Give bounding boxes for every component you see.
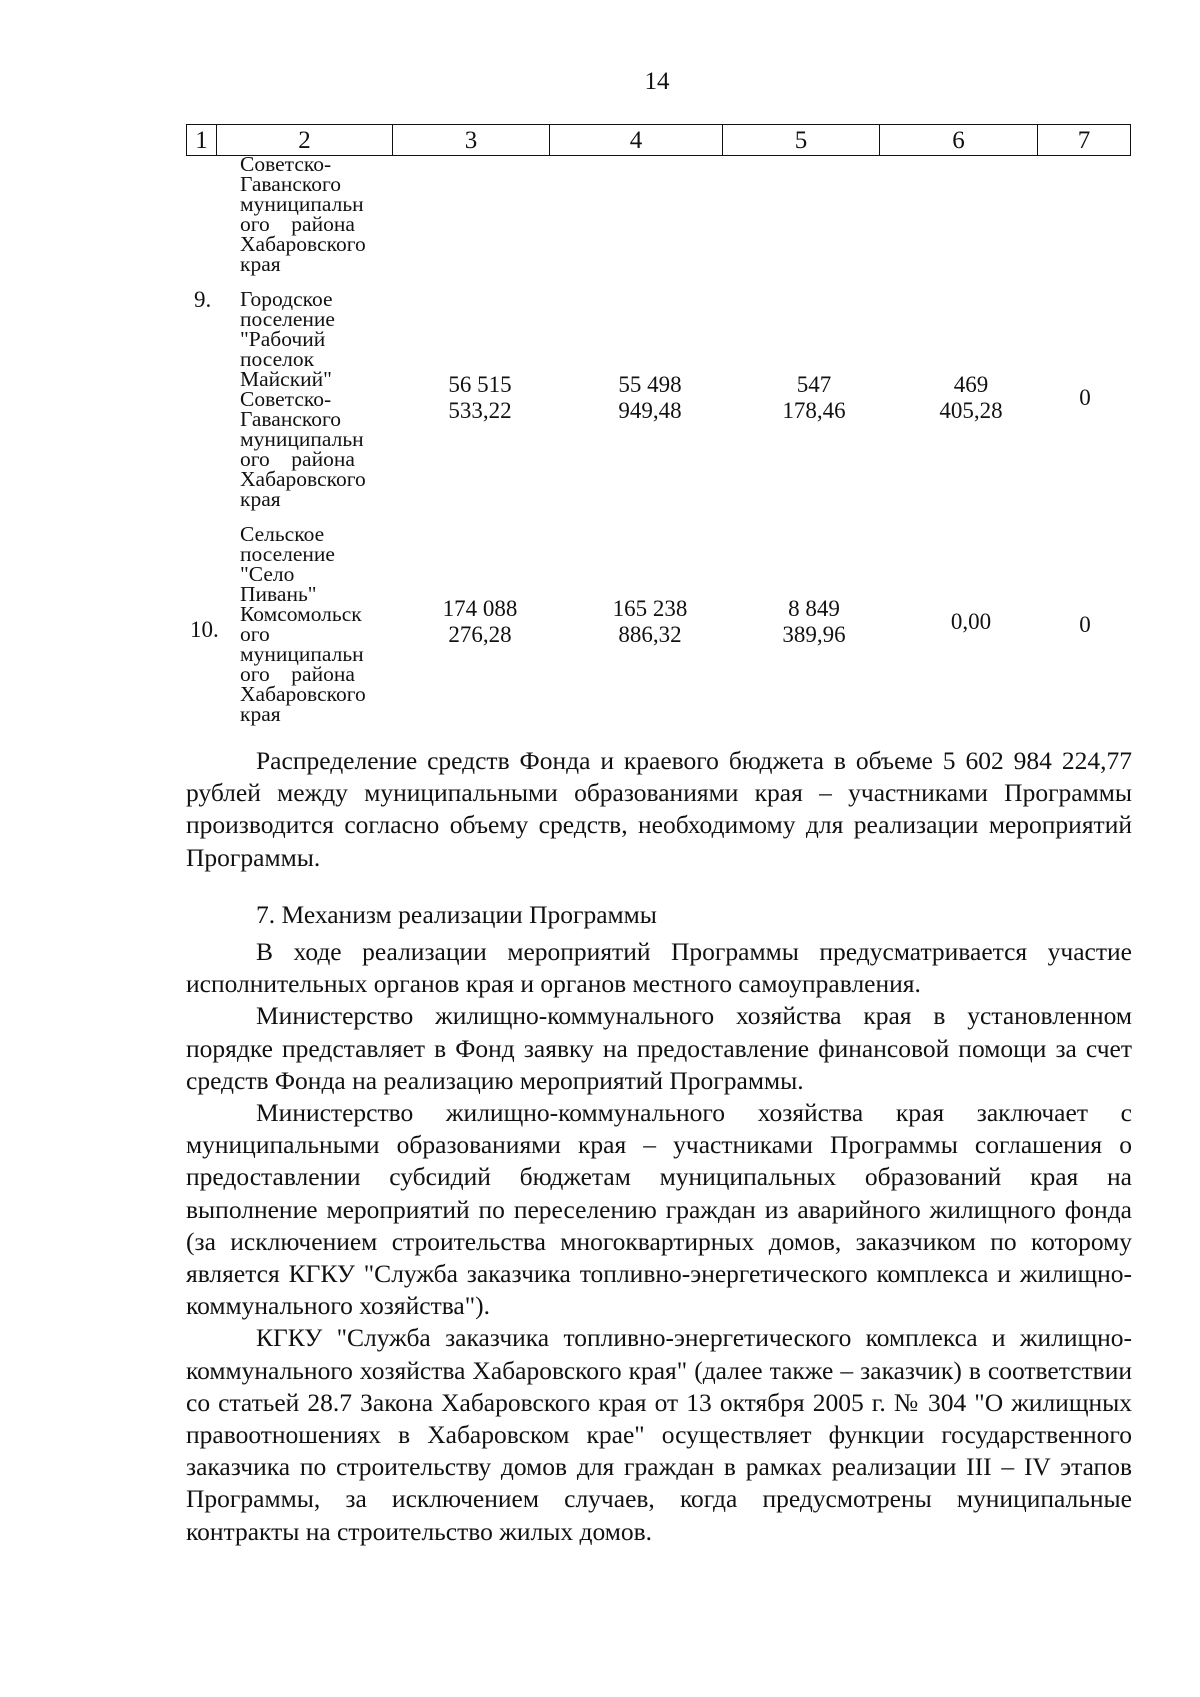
row-value-col6: 0,00	[950, 609, 992, 634]
row-value-col7: 0	[1079, 612, 1091, 637]
body-paragraph: Министерство жилищно-коммунального хозяйства края заключает с муниципальными образованиями края – участниками Программы соглашения о предоставлении субсидий бюджетам муниципальных образований края на выполнение мероприятий по переселению граждан из аварийного жилищного фонда (за исключением строительства многоквартирных домов, заказчиком по которому является КГКУ "Служба заказчика топливно-энергетического комплекса и жилищно-коммунального хозяйства").	[186, 1098, 1132, 1321]
row-value-col5: 547 178,46	[782, 372, 846, 423]
body-paragraph: В ходе реализации мероприятий Программы предусматривается участие исполнительных органов края и органов местного самоуправления.	[186, 937, 1132, 999]
row-number: 10.	[190, 617, 219, 642]
section-body	[186, 936, 1132, 1548]
col-header-7: 7	[1038, 125, 1131, 156]
col-header-4: 4	[550, 125, 723, 156]
row-value-col4: 55 498 949,48	[618, 372, 682, 423]
page-number: 14	[644, 68, 670, 95]
row-value-col7: 0	[1079, 385, 1091, 410]
row-value-col3: 56 515 533,22	[448, 372, 512, 423]
col-header-5: 5	[723, 125, 880, 156]
row-value-col4: 165 238 886,32	[612, 596, 688, 647]
col-header-1: 1	[187, 125, 217, 156]
row-value-col5: 8 849 389,96	[782, 596, 846, 647]
col-header-3: 3	[393, 125, 550, 156]
row-municipality-name: Городское поселение "Рабочий поселок Майский" Советско- Гаванского муниципальн ого района Хабаровского края	[240, 287, 366, 511]
table-header-row	[187, 125, 1131, 156]
row-value-col3: 174 088 276,28	[442, 596, 518, 647]
col-header-2: 2	[217, 125, 393, 156]
distribution-paragraph: Распределение средств Фонда и краевого бюджета в объеме 5 602 984 224,77 рублей между муниципальными образованиями края – участниками Программы производится согласно объему средств, необходимому для реализации мероприятий Программы.	[186, 746, 1132, 872]
body-paragraph: Министерство жилищно-коммунального хозяйства края в установленном порядке представляет в Фонд заявку на предоставление финансовой помощи за счет средств Фонда на реализацию мероприятий Программы.	[186, 1001, 1132, 1095]
body-paragraph: КГКУ "Служба заказчика топливно-энергетического комплекса и жилищно-коммунального хозяйства Хабаровского края" (далее также – заказчик) в соответствии со статьей 28.7 Закона Хабаровского края от 13 октября 2005 г. № 304 "О жилищных правоотношениях в Хабаровском крае" осуществляет функции государственного заказчика по строительству домов для граждан в рамках реализации III – IV этапов Программы, за исключением случаев, когда предусмотрены муниципальные контракты на строительство жилых домов.	[186, 1323, 1132, 1546]
row-number: 9.	[194, 287, 212, 312]
row-municipality-name: Сельское поселение "Село Пивань" Комсомольск ого муниципальн ого района Хабаровского края	[240, 522, 366, 726]
section-heading: 7. Механизм реализации Программы	[256, 900, 657, 929]
table-continuation-text: Советско- Гаванского муниципальн ого района Хабаровского края	[240, 152, 366, 276]
distribution-paragraph-block	[186, 745, 1132, 874]
col-header-6: 6	[880, 125, 1038, 156]
row-value-col6: 469 405,28	[939, 372, 1003, 423]
